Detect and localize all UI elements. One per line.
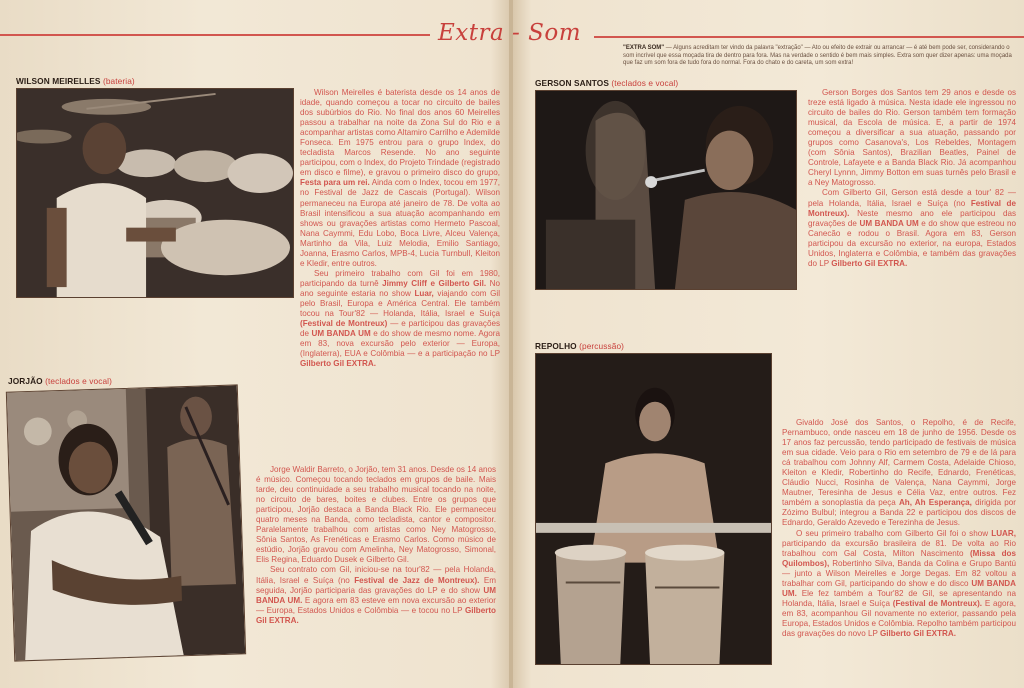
bio-highlight: (Festival de Montreux). [892,598,983,608]
bio-highlight: Gilberto Gil EXTRA. [879,628,956,638]
bio-text: Wilson Meirelles é baterista desde os 14 anos de idade, quando começou a tocar no circuito de bailes dos subúrbios do Rio. No final dos anos 60 Meirelles passou a trabalhar na noite da Zona Sul do Rio e a acompanhar artistas como Altamiro Carrilho e Ademilde Fonseca. Em 1975 entrou para o grupo Index, do tecladista Marcos Resende. No ano seguinte participou, com o Index, do Projeto Trindade (registrado em disco e filme), e gravou o primeiro disco do grupo, [300,88,500,178]
bio-text: Seu contrato com Gil, iniciou-se na tour'82 — pela Holanda, Itália, Israel e Suíça (no [256,565,496,585]
bio-highlight: (Missa dos Quilombos), [782,548,1016,568]
bio-highlight: Gilberto Gil EXTRA. [831,258,908,268]
bio-highlight: (Festival de Montreux) [300,319,388,329]
bio-text: Em seguida, Jorjão participaria das gravações do LP e do show [256,575,497,595]
bio-wilson-p1 [300,88,500,269]
bio-highlight: Festival de Montreux). [808,198,1016,218]
photo-repolho-image [536,354,771,664]
bio-gerson-p1 [808,88,1016,188]
role-repolho: (percussão) [579,341,625,351]
photo-wilson-image [17,89,293,297]
bio-highlight: Luar, [414,288,434,298]
label-gerson [535,78,678,88]
bio-text: Neste mesmo ano ele participou das gravações de [808,208,1016,228]
bio-gerson [808,88,1016,269]
bio-repolho-p1 [782,418,1016,529]
bio-highlight: UM BANDA UM [859,218,919,228]
photo-repolho [535,353,772,665]
bio-text: No ano seguinte estaria no show [300,278,500,298]
role-wilson: (bateria) [102,76,135,86]
bio-gerson-p2 [808,188,1016,268]
bio-jorjao-p2 [256,565,496,625]
header-rule-left [0,34,430,36]
photo-gerson [535,90,797,290]
label-jorjao [8,376,112,386]
bio-text: E agora em 83 esteve em nova excursão ao exterior — Europa, Estados Unidos e Colômbia — e tocou no LP [256,595,496,615]
name-repolho: REPOLHO [535,341,577,351]
bio-jorjao [256,465,496,626]
name-gerson: GERSON SANTOS [535,78,609,88]
bio-text: Com Gilberto Gil, Gerson está desde a tour' 82 — pela Holanda, Itália, Israel e Suíça (no [808,188,1016,208]
bio-wilson [300,88,500,369]
bio-highlight: UM BANDA UM [311,329,371,339]
bio-text: viajando com Gil pelo Brasil, Europa e América Central. Ele também tocou na Tour'82 — Holanda, Itália, Israel e Suíça [300,288,500,319]
bio-text: Gerson Borges dos Santos tem 29 anos e desde os treze está ligado à música. Nesta idade ele ingressou no circuito de bailes do Rio. Gerson também tem formação musical, da Escola de música. E, a partir de 1974 começou a diversificar a sua atuação, passando por grupos como Casanova's, Los Rebeldes, Montagem (com Sônia Santos), Brazilian Beatles, Painel de Controle, Lafayete e a Banda Black Rio. Já acompanhou Cheryl Lynnn, Jimmy Botton em suas turnês pelo Brasil e a Ney Matogrosso. [808,88,1016,188]
bio-text: Ele fez também a Tour'82 de Gil, se apresentando na Holanda, Itália, Israel e Suíça [782,588,1016,608]
page-gutter [509,0,513,688]
bio-text: Givaldo José dos Santos, o Repolho, é de Recife, Pernambuco, onde nasceu em 18 de junho de 1956. Desde os 17 anos faz percussão, tendo participado de festivais de música em sua cidade. Veio para o Rio em setembro de 79 e de lá para cá trabalhou com Johnny Alf, Carmem Costa, Adelaide Chioso, Kleiton e Kledir, Robertinho do Recife, Ednardo, Frenéticas, Cláudio Nucci, Rosinha de Valença, Nana Caymmi, Jorge Mautner, Teresinha de Jesus e Célia Vaz, entre outros. Fez também a sonoplastia da peça [782,418,1016,508]
header-note-text: — Alguns acreditam ter vindo da palavra "extração" — Ato ou efeito de extrair ou arrancar — é até bem pode ser, considerando o som incrível que essa moçada tira de dentro para fora. Mas na verdade o sentido é bem mais simples. Extra som quer dizer apenas: uma moçada que faz um som fora de tudo fora do normal. Fora do chato e do careta, um som extra! [623,45,1012,66]
bio-text: Ainda com o Index, tocou em 1977, no Festival de Jazz de Cascais (Portugal). Wilson permaneceu na Europa até janeiro de 78. De volta ao Brasil intensificou a sua atuação acompanhando em shows ou gravações artistas como Hermeto Pascoal, Nana Caymmi, Edu Lobo, Boca Livre, Alceu Valença, Martinho da Vila, Luiz Melodia, Emilio Santiago, Joanna, Erasmo Carlos, MPB-4, Lucia Turnbull, Kleiton e Kledir, entre outros. [300,178,500,268]
bio-text: Seu primeiro trabalho com Gil foi em 1980, participando da turnê [300,268,500,288]
bio-highlight: Festival de Jazz de Montreux). [354,575,480,585]
photo-wilson [16,88,294,298]
photo-jorjao-image [7,385,245,660]
photo-jorjao [6,384,246,661]
label-wilson [16,76,135,86]
bio-wilson-p2 [300,269,500,369]
bio-highlight: Gilberto Gil EXTRA. [300,359,376,369]
name-jorjao: JORJÃO [8,376,43,386]
bio-text: — e participou das gravações de [300,319,500,339]
bio-highlight: LUAR, [991,528,1016,538]
header-note [623,45,1018,68]
bio-repolho [782,418,1016,639]
header-rule-right [594,36,1024,38]
role-jorjao: (teclados e vocal) [45,376,112,386]
bio-highlight: Ah, Ah Esperança, [898,498,972,508]
bio-text: Robertinho Silva, Banda da Colina e Grupo Bantú — junto a Wilson Meirelles e Jorge Degas. Em 82 voltou a trabalhar com Gil, participando do show e do disco [782,558,1016,588]
bio-highlight: UM BANDA UM. [782,578,1016,598]
bio-text: participando da excursão brasileira de 81. De volta ao Rio trabalhou com Gal Costa, Milton Nascimento [782,538,1016,558]
name-wilson: WILSON MEIRELLES [16,76,101,86]
bio-text: dirigida por Zózimo Bulbul; integrou a Banda 22 e participou dos discos de Ednardo, Geraldo Azevedo e Terezinha de Jesus. [782,498,1017,528]
bio-highlight: UM BANDA UM. [256,585,496,605]
bio-text: O seu primeiro trabalho com Gilberto Gil foi o show [796,528,992,538]
bio-text: E agora, em 83, acompanhou Gil novamente no exterior, passando pela Europa, Estados Unidos e Colômbia. Repolho também participou das gravações do novo LP [782,598,1016,638]
bio-jorjao-p1 [256,465,496,565]
header-note-term: "EXTRA SOM" [623,45,665,51]
bio-text: e do show que estreou no Canecão e rodou o Brasil. Agora em 83, Gerson participou da excursão no exterior, na europa, Estados Unidos, Inglaterra e Colômbia, e também das gravações do LP [808,218,1016,268]
label-repolho [535,341,624,351]
role-gerson: (teclados e vocal) [611,78,679,88]
bio-highlight: Jimmy Cliff e Gilberto Gil. [382,278,487,288]
bio-highlight: Festa para um rei. [300,178,370,188]
bio-highlight: Gilberto Gil EXTRA. [256,605,496,625]
header-title: Extra - Som [438,20,582,46]
bio-repolho-p2 [782,529,1016,640]
bio-text: Jorge Waldir Barreto, o Jorjão, tem 31 anos. Desde os 14 anos é músico. Começou tocando teclados em grupos de baile. Mais tarde, deu continuidade a seu trabalho musical tocando na noite, no circuito de bares, boites e clubes. Entre os grupos que participou, Jorjão destaca a Banda Black Rio. Ele permaneceu quatro meses na Banda, como tecladista, cantor e compositor. Paralelamente trabalhou com artistas como Ney Matogrosso, Sônia Santos, As Frenéticas e Erasmo Carlos. Como músico de estúdio, Jorjão gravou com Amelinha, Ney Matogrosso, Simonal, Elis Regina, Eduardo Dusek e Gilberto Gil. [256,465,496,565]
photo-gerson-image [536,91,796,289]
bio-text: e do show de mesmo nome. Agora em 83, nova excursão pelo exterior — Europa, (Inglaterra), EUA e Colômbia — e a participação no LP [300,329,500,359]
